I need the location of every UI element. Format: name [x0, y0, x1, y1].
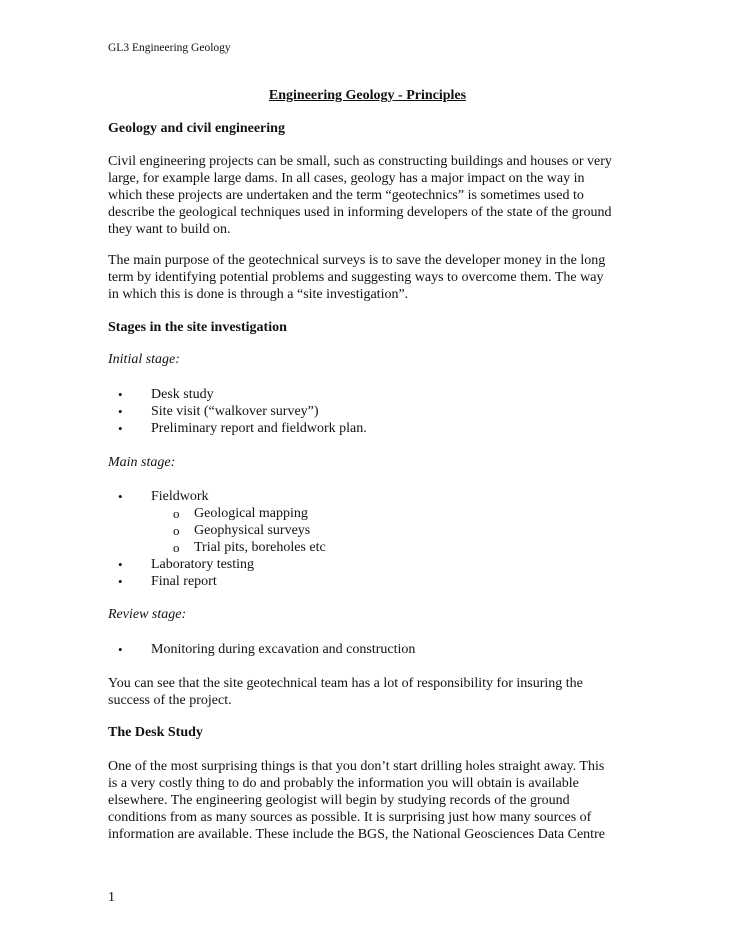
initial-stage-list	[108, 386, 367, 437]
paragraph-desk-study	[108, 758, 633, 843]
paragraph-line: The main purpose of the geotechnical surveys is to save the developer money in the long	[108, 253, 606, 268]
section-heading-stages: Stages in the site investigation	[108, 320, 287, 335]
list-item: • Desk study	[118, 387, 214, 402]
paragraph-line: large, for example large dams. In all cases, geology has a major impact on the way in	[108, 171, 585, 186]
paragraph-line: You can see that the site geotechnical team has a lot of responsibility for insuring the	[108, 676, 583, 691]
list-item: • Final report	[118, 574, 217, 589]
bullet-icon: •	[118, 489, 123, 504]
stage-label-initial: Initial stage:	[108, 352, 180, 367]
stage-label-main: Main stage:	[108, 455, 176, 470]
sub-list-item: o Geological mapping	[173, 506, 308, 521]
bullet-icon: •	[118, 404, 123, 419]
paragraph-line: Civil engineering projects can be small, such as constructing buildings and houses or very	[108, 154, 612, 169]
bullet-icon: •	[118, 574, 123, 589]
list-item: • Preliminary report and fieldwork plan.	[118, 421, 367, 436]
page-title: Engineering Geology - Principles	[268, 88, 467, 103]
running-header: GL3 Engineering Geology	[108, 42, 231, 54]
paragraph-line: which these projects are undertaken and the term “geotechnics” is sometimes used to	[108, 188, 584, 203]
section-heading-desk-study: The Desk Study	[108, 725, 203, 740]
bullet-icon: •	[118, 557, 123, 572]
paragraph-line: term by identifying potential problems and suggesting ways to overcome them. The way	[108, 270, 604, 285]
circle-bullet-icon: o	[173, 540, 180, 555]
paragraph-line: describe the geological techniques used in informing developers of the state of the ground	[108, 205, 612, 220]
circle-bullet-icon: o	[173, 506, 180, 521]
bullet-icon: •	[118, 387, 123, 402]
paragraph-line: conditions from as many sources as possible. It is surprising just how many sources of	[108, 810, 592, 825]
list-item: • Site visit (“walkover survey”)	[118, 404, 319, 419]
sub-list-item: o Trial pits, boreholes etc	[173, 540, 326, 555]
list-item: • Fieldwork o Geological mapping o Geophysical surveys o Trial pits, boreholes etc	[118, 489, 326, 555]
sub-list-item: o Geophysical surveys	[173, 523, 311, 538]
bullet-icon: •	[118, 421, 123, 436]
paragraph-purpose	[108, 252, 633, 303]
main-stage-list	[108, 488, 326, 590]
paragraph-line: success of the project.	[108, 693, 232, 708]
circle-bullet-icon: o	[173, 523, 180, 538]
paragraph-line: elsewhere. The engineering geologist will begin by studying records of the ground	[108, 793, 570, 808]
paragraph-line: in which this is done is through a “site investigation”.	[108, 287, 409, 302]
review-stage-list	[108, 641, 415, 658]
paragraph-line: is a very costly thing to do and probably the information you will obtain is available	[108, 776, 579, 791]
bullet-icon: •	[118, 642, 123, 657]
page-number: 1	[108, 890, 115, 905]
list-item: • Monitoring during excavation and construction	[118, 642, 416, 657]
paragraph-line: One of the most surprising things is that you don’t start drilling holes straight away. This	[108, 759, 605, 774]
paragraph-line: information are available. These include the BGS, the National Geosciences Data Centre	[108, 827, 605, 842]
section-heading-geology-civil: Geology and civil engineering	[108, 121, 285, 136]
list-item: • Laboratory testing	[118, 557, 255, 572]
paragraph-responsibility	[108, 675, 633, 709]
paragraph-line: they want to build on.	[108, 222, 231, 237]
fieldwork-sublist	[151, 505, 326, 556]
stage-label-review: Review stage:	[108, 607, 187, 622]
paragraph-intro	[108, 153, 633, 238]
